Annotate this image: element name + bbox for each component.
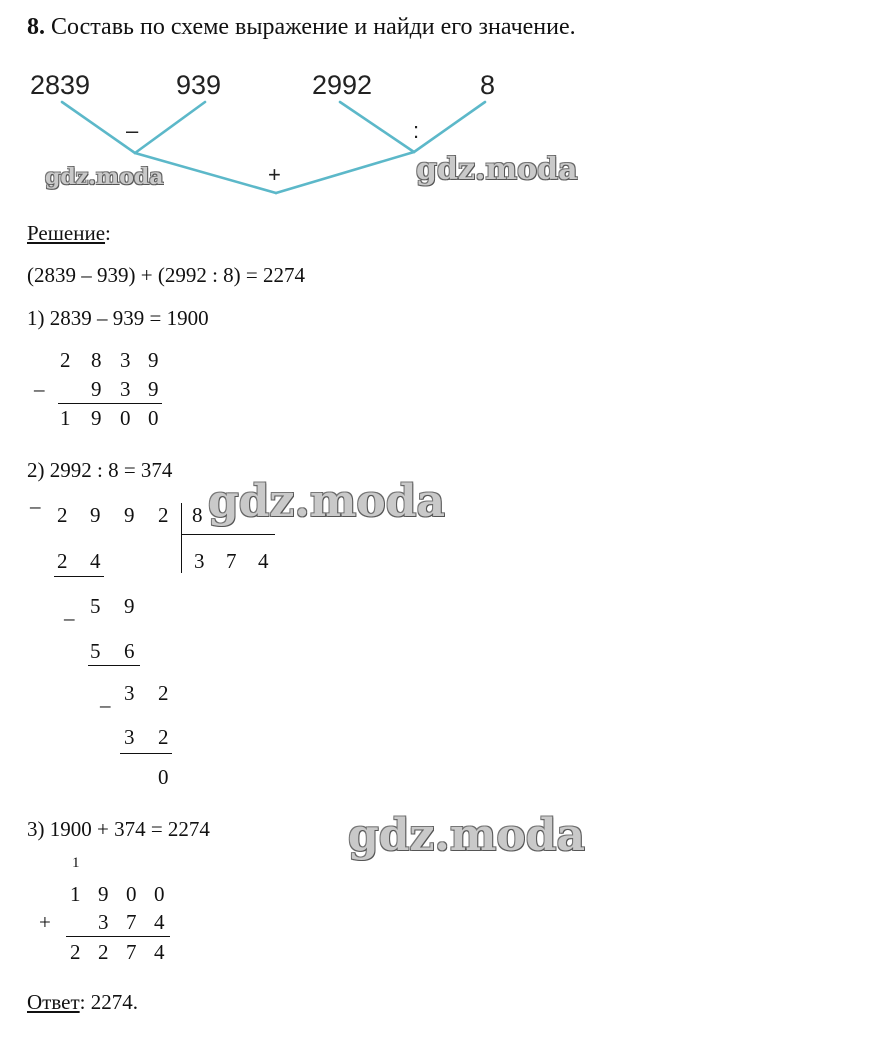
sum-line	[66, 936, 170, 937]
digit: 9	[91, 377, 102, 401]
digit: 9	[124, 503, 135, 527]
digit: 9	[91, 406, 102, 430]
digit: 4	[154, 910, 165, 934]
solution-heading: Решение:	[27, 221, 111, 245]
divisor: 8	[192, 503, 203, 527]
remainder: 0	[158, 765, 169, 789]
digit: 0	[148, 406, 159, 430]
scheme-line	[135, 102, 205, 153]
digit: 1	[70, 882, 81, 906]
digit: 8	[91, 348, 102, 372]
scheme-number: 939	[176, 70, 222, 100]
digit: 0	[120, 406, 131, 430]
digit: 2	[57, 503, 68, 527]
digit: 9	[90, 503, 101, 527]
answer: Ответ: 2274.	[27, 990, 138, 1014]
digit: 3	[124, 725, 135, 749]
digit: 9	[98, 882, 109, 906]
digit: 4	[90, 549, 101, 573]
digit: 2	[98, 940, 109, 964]
step-1: 1) 2839 – 939 = 1900	[27, 306, 209, 330]
scheme-number: 8	[480, 70, 496, 100]
digit: 3	[194, 549, 205, 573]
scheme-line	[414, 102, 485, 152]
digit: 7	[126, 940, 137, 964]
digit: 2	[60, 348, 71, 372]
digit: 0	[126, 882, 137, 906]
digit: 2	[158, 681, 169, 705]
digit: 3	[120, 348, 131, 372]
digit: 6	[124, 639, 135, 663]
digit: 1	[60, 406, 71, 430]
solution-expression: (2839 – 939) + (2992 : 8) = 2274	[27, 263, 305, 287]
plus-sign: +	[39, 910, 51, 934]
digit: 2	[70, 940, 81, 964]
digit: 2	[158, 725, 169, 749]
carry-digit: 1	[72, 855, 80, 871]
watermark: gdz.moda	[45, 164, 164, 190]
step-3: 3) 1900 + 374 = 2274	[27, 817, 210, 841]
minus-sign: –	[64, 606, 75, 630]
digit: 9	[148, 348, 159, 372]
scheme-line	[62, 102, 135, 153]
scheme-plus: +	[268, 162, 281, 187]
task-text: Составь по схеме выражение и найди его значение.	[51, 14, 576, 40]
digit: 4	[258, 549, 269, 573]
digit: 5	[90, 594, 101, 618]
scheme-line	[340, 102, 414, 152]
digit: 4	[154, 940, 165, 964]
minus-sign: –	[34, 377, 45, 401]
digit: 3	[124, 681, 135, 705]
task-number: 8.	[27, 14, 45, 40]
sum-line	[58, 403, 162, 404]
scheme-minus: –	[126, 118, 139, 143]
digit: 2	[158, 503, 169, 527]
watermark: gdz.moda	[416, 152, 578, 187]
sub-line	[120, 753, 172, 754]
digit: 2	[57, 549, 68, 573]
digit: 5	[90, 639, 101, 663]
division-line	[181, 534, 275, 535]
digit: 7	[126, 910, 137, 934]
digit: 9	[124, 594, 135, 618]
digit: 3	[120, 377, 131, 401]
sub-line	[88, 665, 140, 666]
watermark: gdz.moda	[208, 476, 446, 527]
digit: 7	[226, 549, 237, 573]
digit: 0	[154, 882, 165, 906]
scheme-divide: :	[413, 118, 420, 143]
minus-sign: –	[100, 693, 111, 717]
digit: 9	[148, 377, 159, 401]
step-2: 2) 2992 : 8 = 374	[27, 458, 173, 482]
watermark: gdz.moda	[348, 810, 586, 861]
sub-line	[54, 576, 104, 577]
scheme-number: 2839	[30, 70, 91, 100]
division-bar	[181, 503, 182, 573]
minus-sign: –	[30, 494, 41, 518]
scheme-number: 2992	[312, 70, 373, 100]
scheme-line	[276, 152, 414, 193]
digit: 3	[98, 910, 109, 934]
